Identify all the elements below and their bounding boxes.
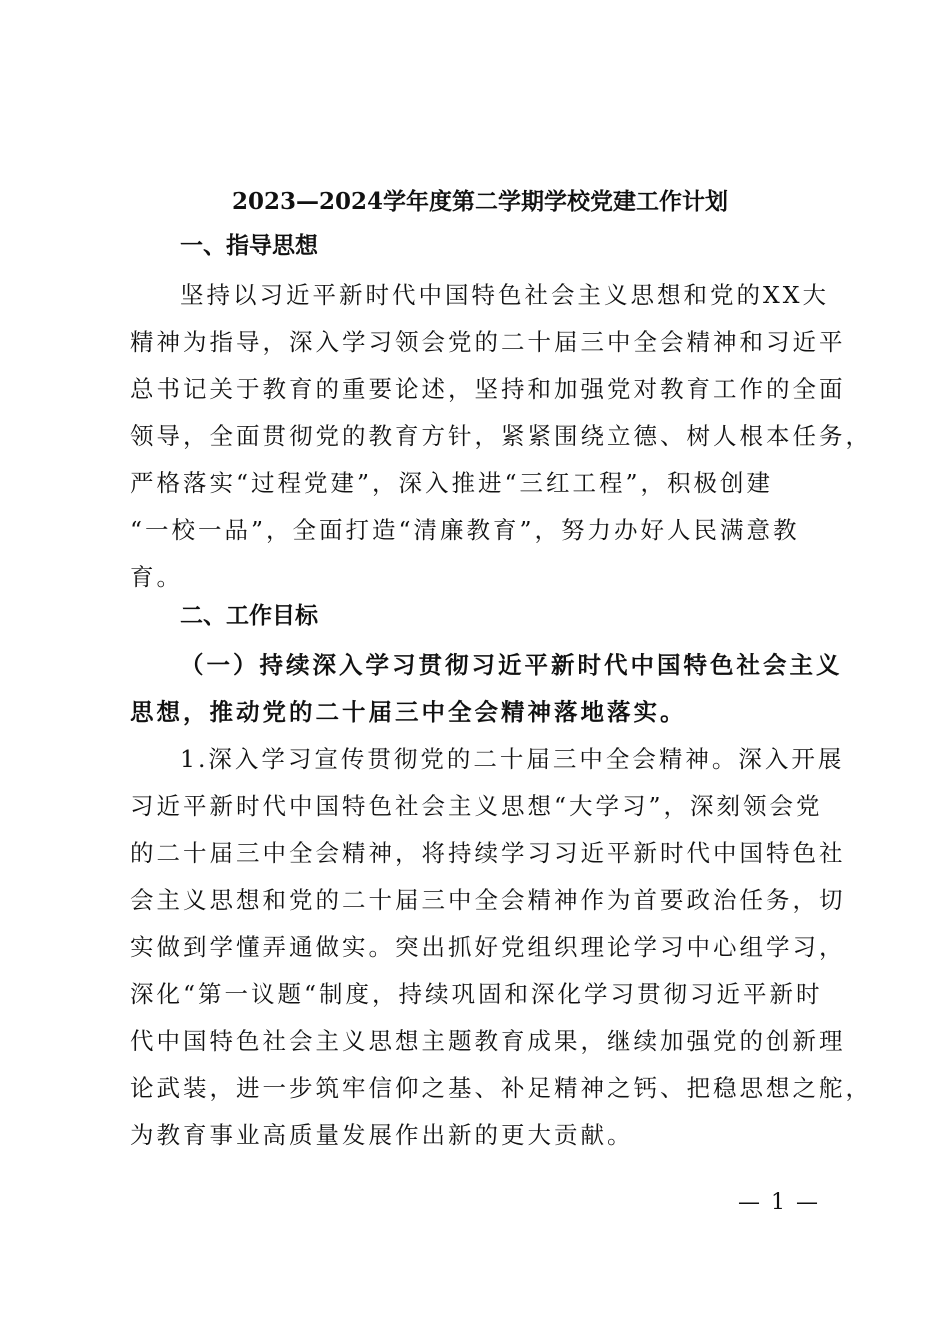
section-heading-guiding-ideology: 一、指导思想 <box>180 233 318 259</box>
paragraph-line: 育。 <box>130 563 183 591</box>
guiding-ideology-paragraph <box>130 272 872 601</box>
subheading-line: （一）持续深入学习贯彻习近平新时代中国特色社会主义 <box>180 651 843 679</box>
paragraph-line: 为教育事业高质量发展作出新的更大贡献。 <box>130 1121 634 1149</box>
subheading-line: 思想，推动党的二十届三中全会精神落地落实。 <box>130 698 687 726</box>
paragraph-line: 精神为指导，深入学习领会党的二十届三中全会精神和习近平 <box>130 328 846 356</box>
document-title: 2023—2024学年度第二学期学校党建工作计划 <box>231 188 729 215</box>
work-goals-paragraph <box>130 736 872 1159</box>
page-number: — 1 — <box>738 1190 820 1215</box>
paragraph-line: 严格落实“过程党建”，深入推进“三红工程”，积极创建 <box>130 469 774 497</box>
paragraph-line: 的二十届三中全会精神，将持续学习习近平新时代中国特色社 <box>130 839 846 867</box>
section-heading-work-goals: 二、工作目标 <box>180 603 318 629</box>
paragraph-line: 总书记关于教育的重要论述，坚持和加强党对教育工作的全面 <box>130 375 846 403</box>
paragraph-line: 领导，全面贯彻党的教育方针，紧紧围绕立德、树人根本任务， <box>130 422 872 450</box>
paragraph-line: 会主义思想和党的二十届三中全会精神作为首要政治任务，切 <box>130 886 846 914</box>
paragraph-line: “一校一品”，全面打造“清廉教育”，努力办好人民满意教 <box>130 516 800 544</box>
paragraph-line: 论武装，进一步筑牢信仰之基、补足精神之钙、把稳思想之舵， <box>130 1074 872 1102</box>
paragraph-line: 1.深入学习宣传贯彻党的二十届三中全会精神。深入开展 <box>180 745 845 773</box>
work-goals-subheading <box>130 642 843 736</box>
paragraph-line: 实做到学懂弄通做实。突出抓好党组织理论学习中心组学习， <box>130 933 846 961</box>
paragraph-line: 深化“第一议题“制度，持续巩固和深化学习贯彻习近平新时 <box>130 980 823 1008</box>
paragraph-line: 坚持以习近平新时代中国特色社会主义思想和党的XX大 <box>180 281 829 309</box>
paragraph-line: 代中国特色社会主义思想主题教育成果，继续加强党的创新理 <box>130 1027 846 1055</box>
paragraph-line: 习近平新时代中国特色社会主义思想“大学习”，深刻领会党 <box>130 792 823 820</box>
